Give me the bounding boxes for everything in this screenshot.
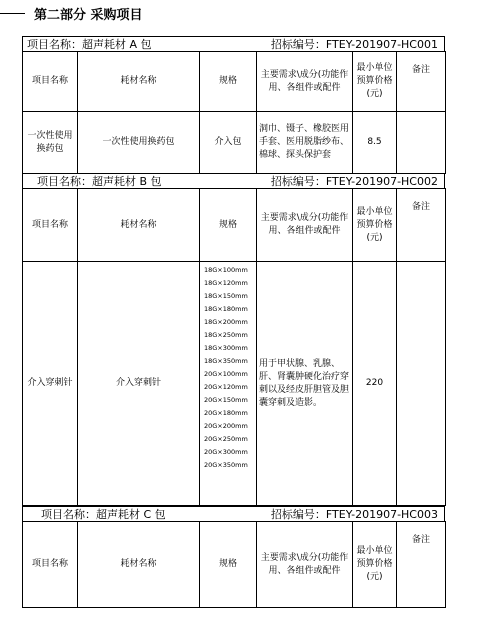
spec-item: 18G×150mm	[204, 292, 248, 300]
cell-requirement: 洞巾、镊子、橡胶医用手套、医用脱脂纱布、棉球、探头保护套	[257, 112, 353, 174]
cell-note	[397, 262, 446, 506]
cell-spec: 介入包	[200, 112, 257, 174]
col-header-material: 耗材名称	[78, 522, 200, 608]
table-header-row	[23, 189, 446, 262]
col-header-requirement: 主要需求\成分(功能作用、各组件或配件	[257, 52, 353, 112]
col-header-name: 项目名称	[23, 52, 78, 112]
package-c-label: 项目名称：超声耗材 C 包	[41, 508, 166, 521]
cell-material: 介入穿刺针	[78, 262, 200, 506]
header-rule	[0, 13, 25, 14]
section-title: 第二部分 采购项目	[34, 8, 143, 23]
col-header-requirement: 主要需求\成分(功能作用、各组件或配件	[257, 189, 353, 262]
cell-price: 8.5	[353, 112, 397, 174]
col-header-price: 最小单位预算价格(元)	[353, 52, 397, 112]
col-header-name: 项目名称	[23, 522, 78, 608]
table-header-row	[23, 52, 446, 112]
spec-item: 20G×150mm	[204, 396, 248, 404]
spec-item: 18G×120mm	[204, 279, 248, 287]
spec-item: 20G×120mm	[204, 383, 248, 391]
spec-item: 18G×350mm	[204, 357, 248, 365]
table-header-row	[23, 522, 446, 608]
spec-item: 18G×250mm	[204, 331, 248, 339]
package-c-table	[22, 521, 446, 608]
table-row	[23, 112, 446, 174]
spec-item: 20G×180mm	[204, 409, 248, 417]
package-b-code: 招标编号：FTEY-201907-HC002	[270, 175, 438, 188]
col-header-spec: 规格	[200, 52, 257, 112]
col-header-price: 最小单位预算价格(元)	[353, 189, 397, 262]
col-header-price: 最小单位预算价格(元)	[353, 522, 397, 608]
col-header-spec: 规格	[200, 522, 257, 608]
table-row	[23, 262, 446, 506]
package-a-table	[22, 51, 446, 174]
cell-name: 介入穿刺针	[23, 262, 78, 506]
package-b-header	[22, 173, 445, 189]
spec-item: 20G×300mm	[204, 448, 248, 456]
col-header-note: 备注	[397, 52, 446, 112]
col-header-spec: 规格	[200, 189, 257, 262]
col-header-material: 耗材名称	[78, 52, 200, 112]
col-header-note: 备注	[397, 522, 446, 608]
spec-item: 20G×200mm	[204, 422, 248, 430]
spec-item: 20G×250mm	[204, 435, 248, 443]
spec-item: 18G×200mm	[204, 318, 248, 326]
cell-price: 220	[353, 262, 397, 506]
cell-material: 一次性使用换药包	[78, 112, 200, 174]
cell-name: 一次性使用换药包	[23, 112, 78, 174]
package-a-header	[22, 36, 445, 52]
package-a-label: 项目名称：超声耗材 A 包	[27, 38, 152, 51]
package-c-code: 招标编号：FTEY-201907-HC003	[270, 508, 438, 521]
cell-spec-list	[200, 262, 257, 506]
spec-item: 20G×350mm	[204, 461, 248, 469]
spec-item: 18G×180mm	[204, 305, 248, 313]
col-header-name: 项目名称	[23, 189, 78, 262]
col-header-requirement: 主要需求\成分(功能作用、各组件或配件	[257, 522, 353, 608]
spec-item: 18G×100mm	[204, 266, 248, 274]
package-b-label: 项目名称：超声耗材 B 包	[37, 175, 162, 188]
package-c-header	[22, 506, 445, 522]
col-header-note: 备注	[397, 189, 446, 262]
cell-requirement: 用于甲状腺、乳腺、肝、肾囊肿硬化治疗穿刺以及经皮肝胆管及胆囊穿刺及造影。	[257, 262, 353, 506]
col-header-material: 耗材名称	[78, 189, 200, 262]
package-b-table	[22, 188, 446, 506]
cell-note	[397, 112, 446, 174]
spec-item: 20G×100mm	[204, 370, 248, 378]
package-a-code: 招标编号：FTEY-201907-HC001	[270, 38, 438, 51]
spec-item: 18G×300mm	[204, 344, 248, 352]
